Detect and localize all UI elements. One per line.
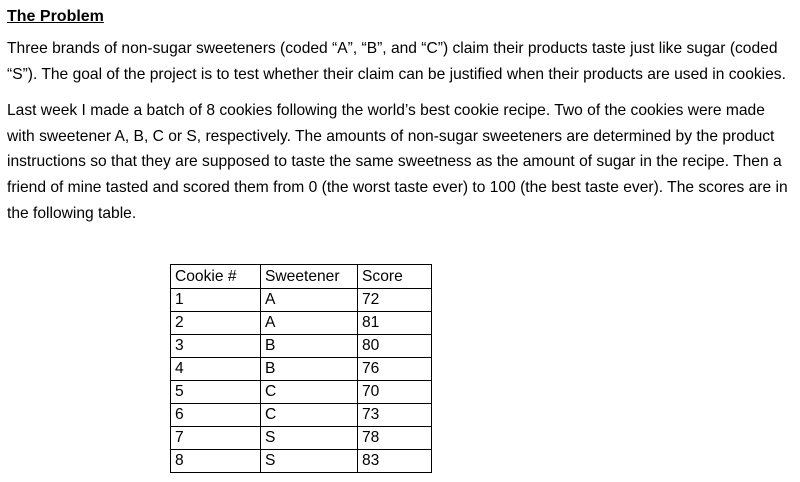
- sweetener-cell: A: [261, 312, 358, 335]
- cookie-number-cell: 1: [171, 289, 261, 312]
- column-header-cookie: Cookie #: [171, 265, 261, 289]
- sweetener-cell: C: [261, 381, 358, 404]
- sweetener-cell: B: [261, 335, 358, 358]
- sweetener-cell: S: [261, 450, 358, 473]
- score-cell: 76: [358, 358, 432, 381]
- table-row: [171, 381, 432, 404]
- column-header-score: Score: [358, 265, 432, 289]
- table-header-row: [171, 265, 432, 289]
- column-header-sweetener: Sweetener: [261, 265, 358, 289]
- cookie-number-cell: 5: [171, 381, 261, 404]
- table-row: [171, 335, 432, 358]
- table-row: [171, 358, 432, 381]
- sweetener-cell: C: [261, 404, 358, 427]
- score-cell: 73: [358, 404, 432, 427]
- cookie-number-cell: 7: [171, 427, 261, 450]
- score-cell: 70: [358, 381, 432, 404]
- experiment-paragraph: Last week I made a batch of 8 cookies following the world’s best cookie recipe. Two of the cookies were made with sweetener A, B, C or S, respectively. The amounts of non-sugar sweeteners are determined by the product instructions so that they are supposed to taste the same sweetness as the amount of sugar in the recipe. Then a friend of mine tasted and scored them from 0 (the worst taste ever) to 100 (the best taste ever). The scores are in the following table.: [7, 102, 788, 222]
- intro-paragraph: Three brands of non-sugar sweeteners (coded “A”, “B”, and “C”) claim their products taste just like sugar (coded “S”). The goal of the project is to test whether their claim can be justified when their products are used in cookies.: [7, 40, 786, 83]
- score-cell: 83: [358, 450, 432, 473]
- section-heading: The Problem: [7, 8, 104, 25]
- table-row: [171, 404, 432, 427]
- cookie-number-cell: 6: [171, 404, 261, 427]
- score-cell: 78: [358, 427, 432, 450]
- sweetener-cell: B: [261, 358, 358, 381]
- sweetener-cell: S: [261, 427, 358, 450]
- cookie-number-cell: 8: [171, 450, 261, 473]
- table-row: [171, 450, 432, 473]
- table-row: [171, 427, 432, 450]
- cookie-scores-table: [170, 264, 432, 473]
- document-page: [7, 6, 793, 237]
- cookie-number-cell: 3: [171, 335, 261, 358]
- score-cell: 72: [358, 289, 432, 312]
- score-cell: 81: [358, 312, 432, 335]
- table-row: [171, 289, 432, 312]
- score-cell: 80: [358, 335, 432, 358]
- table-row: [171, 312, 432, 335]
- sweetener-cell: A: [261, 289, 358, 312]
- cookie-number-cell: 4: [171, 358, 261, 381]
- cookie-number-cell: 2: [171, 312, 261, 335]
